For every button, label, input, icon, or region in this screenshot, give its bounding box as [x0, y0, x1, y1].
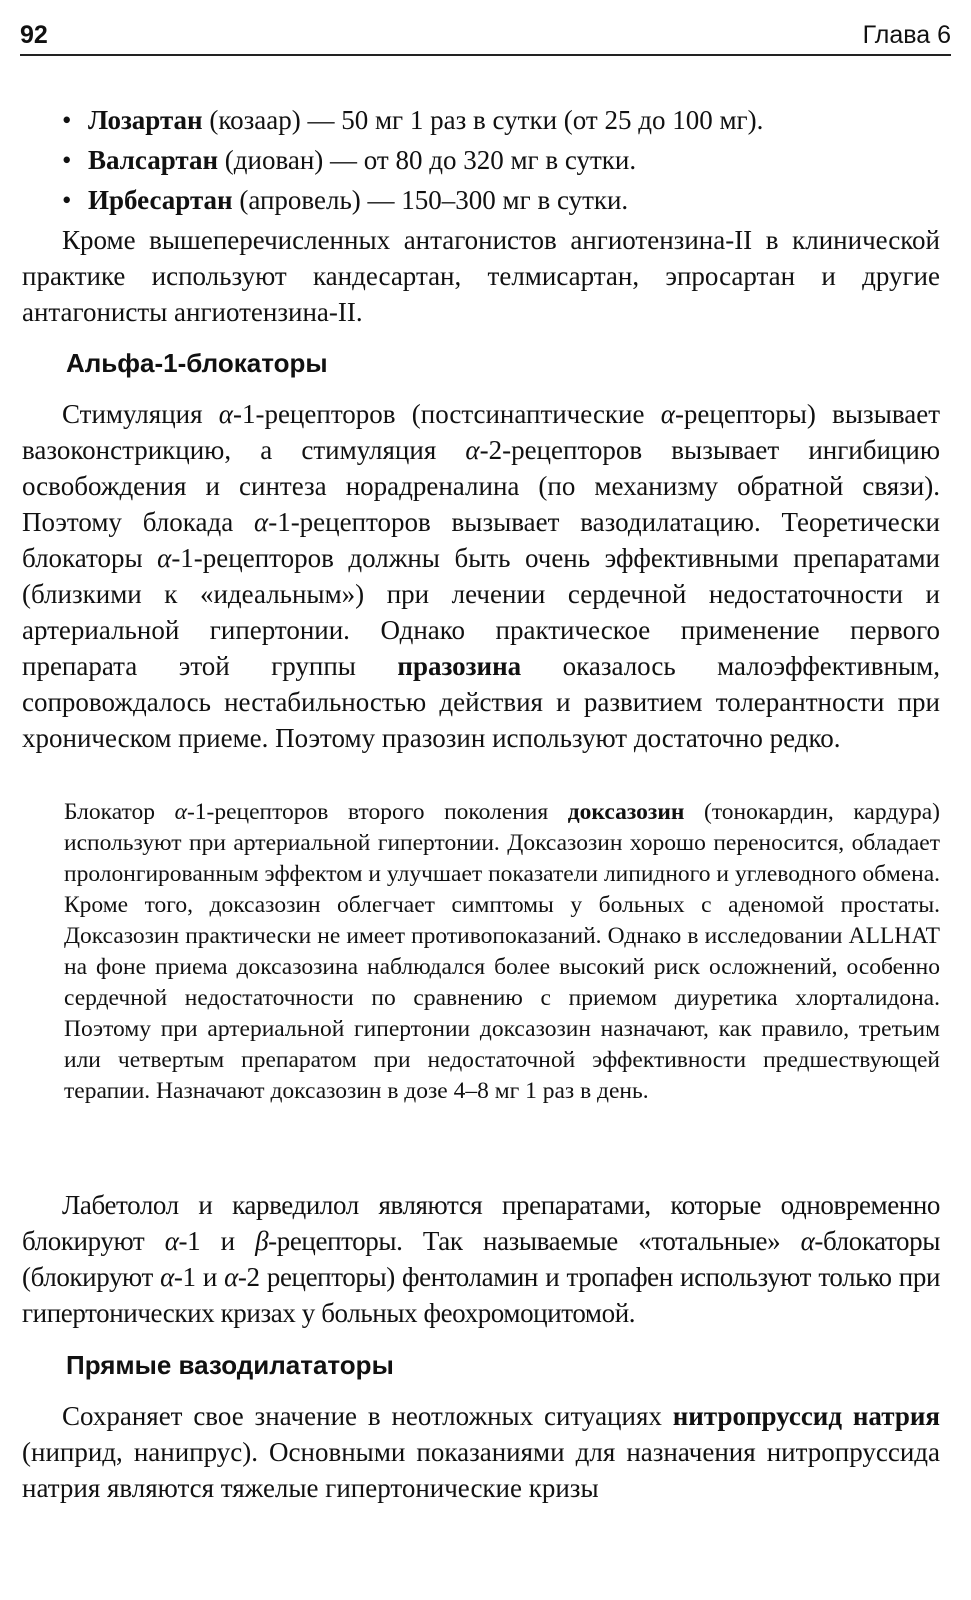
- alpha-symbol: α: [218, 399, 233, 429]
- drug-name: Ирбесартан: [88, 185, 233, 215]
- alpha-symbol: α: [254, 507, 269, 537]
- alpha-symbol: α: [157, 543, 172, 573]
- list-item: [62, 180, 942, 220]
- drug-name: Лозартан: [88, 105, 203, 135]
- paragraph-arb-others: Кроме вышеперечисленных антагонистов ангиотензина-II в клинической практике используют кандесартан, телмисартан, эпросартан и другие антагонисты ангиотензина-II.: [22, 225, 940, 327]
- paragraph-nitroprusside: Сохраняет свое значение в неотложных ситуациях нитропруссид натрия (ниприд, нанипрус). Основными показаниями для назначения нитропруссида натрия являются тяжелые гипертонические кризы: [22, 1401, 941, 1503]
- page-number: 92: [20, 21, 48, 49]
- alpha-symbol: α: [160, 1262, 174, 1292]
- alpha-symbol: α: [660, 399, 675, 429]
- dosage-list: [62, 100, 942, 220]
- alpha-symbol: α: [224, 1262, 238, 1292]
- drug-dosage: (апровель) — 150–300 мг в сутки.: [232, 185, 629, 215]
- drug-dosage: (диован) — от 80 до 320 мг в сутки.: [218, 145, 637, 175]
- alpha-symbol: α: [800, 1226, 815, 1256]
- alpha-symbol: α: [164, 1226, 179, 1256]
- list-item: [62, 100, 942, 140]
- section-heading-vasodilators: Прямые вазодилататоры: [66, 1350, 394, 1380]
- beta-symbol: β: [255, 1226, 269, 1256]
- drug-dosage: (козаар) — 50 мг 1 раз в сутки (от 25 до 100 мг).: [202, 105, 764, 135]
- paragraph-labetalol: Лабетолол и карведилол являются препаратами, которые одновременно блокируют α-1 и β-рецепторы. Так называемые «тотальные» α-блокаторы (блокируют α-1 и α-2 рецепторы) фентоламин и тропафен используют только при гипертонических кризах у больных феохромоцитомой.: [22, 1190, 940, 1328]
- chapter-title: Глава 6: [862, 21, 951, 49]
- drug-name: Валсартан: [88, 145, 219, 175]
- list-item: [62, 140, 942, 180]
- alpha-symbol: α: [465, 435, 480, 465]
- alpha-symbol: α: [174, 799, 187, 825]
- paragraph-alpha-intro: Стимуляция α-1-рецепторов (постсинаптические α-рецепторы) вызывает вазоконстрикцию, а стимуляция α-2-рецепторов вызывает ингибицию освобождения и синтеза норадреналина (по механизму обратной связи). Поэтому блокада α-1-рецепторов вызывает вазодилатацию. Теоретически блокаторы α-1-рецепторов должны быть очень эффективными препаратами (близкими к «идеальным») при лечении сердечной недостаточности и артериальной гипертонии. Однако практическое применение первого препарата этой группы празозина оказалось малоэффективным, сопровождалось нестабильностью действия и развитием толерантности при хроническом приеме. Поэтому празозин используют достаточно редко.: [22, 399, 940, 753]
- page-header: [20, 14, 951, 56]
- paragraph-doxazosin-note: Блокатор α-1-рецепторов второго поколения доксазозин (тонокардин, кардура) используют при артериальной гипертонии. Доксазозин хорошо переносится, обладает пролонгированным эффектом и улучшает показатели липидного и углеводного обмена. Кроме того, доксазозин облегчает симптомы у больных с аденомой простаты. Доксазозин практически не имеет противопоказаний. Однако в исследовании ALLHAT на фоне приема доксазозина наблюдался более высокий риск осложнений, особенно сердечной недостаточности по сравнению с приемом диуретика хлорталидона. Поэтому при артериальной гипертонии доксазозин назначают, как правило, третьим или четвертым препаратом при недостаточной эффективности предшествующей терапии. Назначают доксазозин в дозе 4–8 мг 1 раз в день.: [64, 799, 940, 1104]
- section-heading-alpha-blockers: Альфа-1-блокаторы: [66, 348, 328, 378]
- drug-name: нитропруссид натрия: [672, 1401, 941, 1431]
- drug-name: празозина: [397, 651, 522, 681]
- drug-name: доксазозин: [567, 799, 685, 825]
